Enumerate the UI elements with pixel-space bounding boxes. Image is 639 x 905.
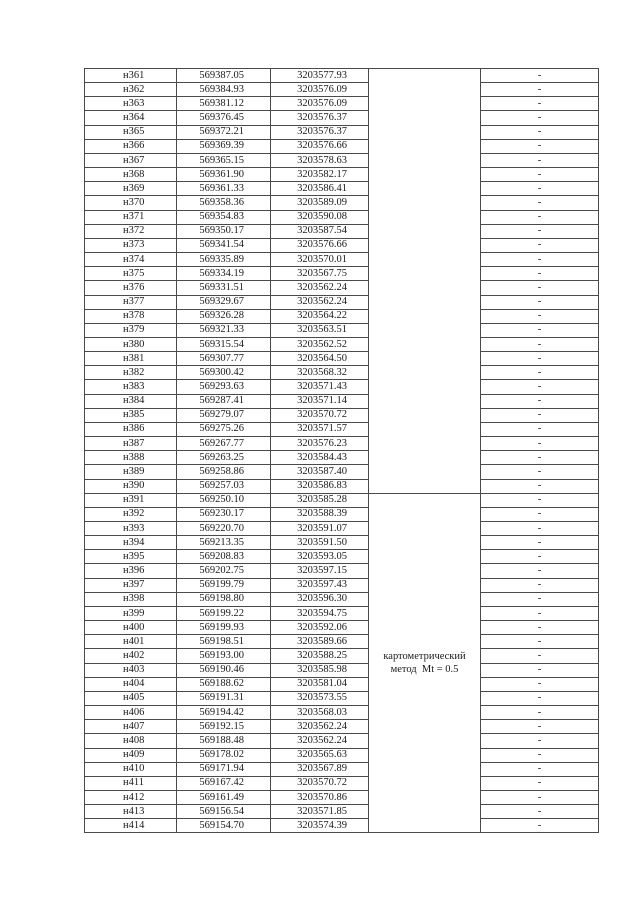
point-name-cell: н381 [85, 352, 177, 366]
table-row [85, 762, 599, 776]
y-coordinate-cell: 3203574.39 [271, 819, 369, 833]
point-name-cell: н387 [85, 437, 177, 451]
table-row [85, 394, 599, 408]
x-coordinate-cell: 569263.25 [177, 451, 271, 465]
accuracy-cell: - [481, 734, 599, 748]
x-coordinate-cell: 569341.54 [177, 238, 271, 252]
point-name-cell: н412 [85, 790, 177, 804]
y-coordinate-cell: 3203577.93 [271, 69, 369, 83]
x-coordinate-cell: 569171.94 [177, 762, 271, 776]
table-row [85, 408, 599, 422]
point-name-cell: н382 [85, 366, 177, 380]
x-coordinate-cell: 569188.62 [177, 677, 271, 691]
x-coordinate-cell: 569329.67 [177, 295, 271, 309]
accuracy-cell: - [481, 790, 599, 804]
point-name-cell: н373 [85, 238, 177, 252]
table-row [85, 352, 599, 366]
y-coordinate-cell: 3203594.75 [271, 606, 369, 620]
coordinates-table-body [85, 69, 599, 833]
table-row [85, 819, 599, 833]
point-name-cell: н393 [85, 522, 177, 536]
accuracy-cell: - [481, 153, 599, 167]
y-coordinate-cell: 3203581.04 [271, 677, 369, 691]
y-coordinate-cell: 3203586.83 [271, 479, 369, 493]
table-row [85, 168, 599, 182]
x-coordinate-cell: 569267.77 [177, 437, 271, 451]
point-name-cell: н377 [85, 295, 177, 309]
y-coordinate-cell: 3203570.01 [271, 253, 369, 267]
y-coordinate-cell: 3203564.22 [271, 309, 369, 323]
method-cell [369, 493, 481, 833]
y-coordinate-cell: 3203562.24 [271, 281, 369, 295]
point-name-cell: н401 [85, 635, 177, 649]
point-name-cell: н402 [85, 649, 177, 663]
point-name-cell: н394 [85, 536, 177, 550]
accuracy-cell: - [481, 635, 599, 649]
point-name-cell: н374 [85, 253, 177, 267]
accuracy-cell: - [481, 210, 599, 224]
y-coordinate-cell: 3203567.75 [271, 267, 369, 281]
accuracy-cell: - [481, 168, 599, 182]
y-coordinate-cell: 3203571.14 [271, 394, 369, 408]
x-coordinate-cell: 569331.51 [177, 281, 271, 295]
x-coordinate-cell: 569258.86 [177, 465, 271, 479]
point-name-cell: н404 [85, 677, 177, 691]
table-row [85, 663, 599, 677]
y-coordinate-cell: 3203589.66 [271, 635, 369, 649]
y-coordinate-cell: 3203576.09 [271, 97, 369, 111]
accuracy-cell: - [481, 663, 599, 677]
x-coordinate-cell: 569191.31 [177, 691, 271, 705]
y-coordinate-cell: 3203592.06 [271, 621, 369, 635]
point-name-cell: н398 [85, 592, 177, 606]
table-row [85, 182, 599, 196]
x-coordinate-cell: 569326.28 [177, 309, 271, 323]
point-name-cell: н362 [85, 83, 177, 97]
point-name-cell: н409 [85, 748, 177, 762]
table-row [85, 621, 599, 635]
y-coordinate-cell: 3203571.85 [271, 805, 369, 819]
table-row [85, 422, 599, 436]
accuracy-cell: - [481, 97, 599, 111]
y-coordinate-cell: 3203562.52 [271, 337, 369, 351]
y-coordinate-cell: 3203585.98 [271, 663, 369, 677]
point-name-cell: н400 [85, 621, 177, 635]
table-row [85, 253, 599, 267]
y-coordinate-cell: 3203570.72 [271, 776, 369, 790]
accuracy-cell: - [481, 536, 599, 550]
table-row [85, 691, 599, 705]
table-row [85, 805, 599, 819]
accuracy-cell: - [481, 380, 599, 394]
table-row [85, 606, 599, 620]
point-name-cell: н405 [85, 691, 177, 705]
x-coordinate-cell: 569335.89 [177, 253, 271, 267]
x-coordinate-cell: 569384.93 [177, 83, 271, 97]
table-row [85, 790, 599, 804]
x-coordinate-cell: 569315.54 [177, 337, 271, 351]
table-row [85, 493, 599, 507]
y-coordinate-cell: 3203576.09 [271, 83, 369, 97]
table-row [85, 337, 599, 351]
accuracy-cell: - [481, 267, 599, 281]
point-name-cell: н368 [85, 168, 177, 182]
table-row [85, 550, 599, 564]
table-row [85, 720, 599, 734]
accuracy-cell: - [481, 253, 599, 267]
accuracy-cell: - [481, 776, 599, 790]
point-name-cell: н388 [85, 451, 177, 465]
table-row [85, 522, 599, 536]
accuracy-cell: - [481, 691, 599, 705]
y-coordinate-cell: 3203585.28 [271, 493, 369, 507]
table-row [85, 734, 599, 748]
x-coordinate-cell: 569365.15 [177, 153, 271, 167]
x-coordinate-cell: 569213.35 [177, 536, 271, 550]
table-row [85, 706, 599, 720]
table-row [85, 153, 599, 167]
x-coordinate-cell: 569300.42 [177, 366, 271, 380]
y-coordinate-cell: 3203597.43 [271, 578, 369, 592]
y-coordinate-cell: 3203591.07 [271, 522, 369, 536]
y-coordinate-cell: 3203562.24 [271, 734, 369, 748]
x-coordinate-cell: 569361.90 [177, 168, 271, 182]
table-row [85, 196, 599, 210]
table-row [85, 83, 599, 97]
point-name-cell: н399 [85, 606, 177, 620]
point-name-cell: н391 [85, 493, 177, 507]
table-row [85, 97, 599, 111]
x-coordinate-cell: 569198.80 [177, 592, 271, 606]
accuracy-cell: - [481, 706, 599, 720]
x-coordinate-cell: 569199.93 [177, 621, 271, 635]
point-name-cell: н413 [85, 805, 177, 819]
y-coordinate-cell: 3203576.37 [271, 125, 369, 139]
y-coordinate-cell: 3203564.50 [271, 352, 369, 366]
table-row [85, 592, 599, 606]
accuracy-cell: - [481, 394, 599, 408]
accuracy-cell: - [481, 281, 599, 295]
y-coordinate-cell: 3203563.51 [271, 323, 369, 337]
accuracy-cell: - [481, 550, 599, 564]
accuracy-cell: - [481, 762, 599, 776]
accuracy-cell: - [481, 564, 599, 578]
x-coordinate-cell: 569230.17 [177, 507, 271, 521]
y-coordinate-cell: 3203582.17 [271, 168, 369, 182]
x-coordinate-cell: 569208.83 [177, 550, 271, 564]
point-name-cell: н376 [85, 281, 177, 295]
x-coordinate-cell: 569372.21 [177, 125, 271, 139]
table-row [85, 111, 599, 125]
x-coordinate-cell: 569350.17 [177, 224, 271, 238]
table-row [85, 380, 599, 394]
table-row [85, 267, 599, 281]
table-row [85, 69, 599, 83]
x-coordinate-cell: 569199.22 [177, 606, 271, 620]
y-coordinate-cell: 3203571.57 [271, 422, 369, 436]
accuracy-cell: - [481, 125, 599, 139]
accuracy-cell: - [481, 819, 599, 833]
accuracy-cell: - [481, 677, 599, 691]
y-coordinate-cell: 3203571.43 [271, 380, 369, 394]
x-coordinate-cell: 569188.48 [177, 734, 271, 748]
y-coordinate-cell: 3203568.32 [271, 366, 369, 380]
x-coordinate-cell: 569192.15 [177, 720, 271, 734]
table-row [85, 281, 599, 295]
accuracy-cell: - [481, 295, 599, 309]
point-name-cell: н380 [85, 337, 177, 351]
point-name-cell: н407 [85, 720, 177, 734]
accuracy-cell: - [481, 111, 599, 125]
table-row [85, 649, 599, 663]
point-name-cell: н389 [85, 465, 177, 479]
table-row [85, 125, 599, 139]
x-coordinate-cell: 569387.05 [177, 69, 271, 83]
accuracy-cell: - [481, 352, 599, 366]
table-row [85, 210, 599, 224]
point-name-cell: н411 [85, 776, 177, 790]
point-name-cell: н384 [85, 394, 177, 408]
x-coordinate-cell: 569161.49 [177, 790, 271, 804]
table-row [85, 536, 599, 550]
point-name-cell: н371 [85, 210, 177, 224]
y-coordinate-cell: 3203576.66 [271, 238, 369, 252]
accuracy-cell: - [481, 337, 599, 351]
x-coordinate-cell: 569193.00 [177, 649, 271, 663]
x-coordinate-cell: 569154.70 [177, 819, 271, 833]
accuracy-cell: - [481, 182, 599, 196]
point-name-cell: н366 [85, 139, 177, 153]
accuracy-cell: - [481, 437, 599, 451]
y-coordinate-cell: 3203576.37 [271, 111, 369, 125]
x-coordinate-cell: 569381.12 [177, 97, 271, 111]
point-name-cell: н363 [85, 97, 177, 111]
point-name-cell: н379 [85, 323, 177, 337]
accuracy-cell: - [481, 83, 599, 97]
point-name-cell: н403 [85, 663, 177, 677]
accuracy-cell: - [481, 507, 599, 521]
point-name-cell: н390 [85, 479, 177, 493]
accuracy-cell: - [481, 366, 599, 380]
accuracy-cell: - [481, 649, 599, 663]
table-row [85, 323, 599, 337]
table-row [85, 748, 599, 762]
x-coordinate-cell: 569334.19 [177, 267, 271, 281]
accuracy-cell: - [481, 606, 599, 620]
method-cell-empty [369, 69, 481, 494]
point-name-cell: н361 [85, 69, 177, 83]
accuracy-cell: - [481, 238, 599, 252]
accuracy-cell: - [481, 578, 599, 592]
x-coordinate-cell: 569198.51 [177, 635, 271, 649]
accuracy-cell: - [481, 408, 599, 422]
y-coordinate-cell: 3203593.05 [271, 550, 369, 564]
accuracy-cell: - [481, 451, 599, 465]
x-coordinate-cell: 569361.33 [177, 182, 271, 196]
y-coordinate-cell: 3203587.40 [271, 465, 369, 479]
table-row [85, 366, 599, 380]
table-row [85, 139, 599, 153]
accuracy-cell: - [481, 309, 599, 323]
x-coordinate-cell: 569287.41 [177, 394, 271, 408]
point-name-cell: н364 [85, 111, 177, 125]
point-name-cell: н414 [85, 819, 177, 833]
coordinates-table [84, 68, 599, 833]
y-coordinate-cell: 3203587.54 [271, 224, 369, 238]
table-row [85, 465, 599, 479]
point-name-cell: н406 [85, 706, 177, 720]
table-row [85, 776, 599, 790]
point-name-cell: н367 [85, 153, 177, 167]
point-name-cell: н370 [85, 196, 177, 210]
accuracy-cell: - [481, 621, 599, 635]
y-coordinate-cell: 3203565.63 [271, 748, 369, 762]
y-coordinate-cell: 3203567.89 [271, 762, 369, 776]
x-coordinate-cell: 569293.63 [177, 380, 271, 394]
x-coordinate-cell: 569307.77 [177, 352, 271, 366]
accuracy-cell: - [481, 748, 599, 762]
table-row [85, 295, 599, 309]
table-row [85, 578, 599, 592]
x-coordinate-cell: 569279.07 [177, 408, 271, 422]
table-row [85, 635, 599, 649]
table-row [85, 479, 599, 493]
accuracy-cell: - [481, 224, 599, 238]
table-row [85, 224, 599, 238]
point-name-cell: н392 [85, 507, 177, 521]
accuracy-cell: - [481, 522, 599, 536]
y-coordinate-cell: 3203578.63 [271, 153, 369, 167]
point-name-cell: н408 [85, 734, 177, 748]
table-row [85, 238, 599, 252]
table-row [85, 437, 599, 451]
point-name-cell: н386 [85, 422, 177, 436]
point-name-cell: н378 [85, 309, 177, 323]
accuracy-cell: - [481, 139, 599, 153]
x-coordinate-cell: 569321.33 [177, 323, 271, 337]
x-coordinate-cell: 569358.36 [177, 196, 271, 210]
point-name-cell: н375 [85, 267, 177, 281]
accuracy-cell: - [481, 720, 599, 734]
x-coordinate-cell: 569354.83 [177, 210, 271, 224]
y-coordinate-cell: 3203562.24 [271, 295, 369, 309]
point-name-cell: н410 [85, 762, 177, 776]
point-name-cell: н383 [85, 380, 177, 394]
y-coordinate-cell: 3203562.24 [271, 720, 369, 734]
x-coordinate-cell: 569275.26 [177, 422, 271, 436]
point-name-cell: н372 [85, 224, 177, 238]
x-coordinate-cell: 569202.75 [177, 564, 271, 578]
x-coordinate-cell: 569220.70 [177, 522, 271, 536]
y-coordinate-cell: 3203588.25 [271, 649, 369, 663]
accuracy-cell: - [481, 422, 599, 436]
x-coordinate-cell: 569257.03 [177, 479, 271, 493]
y-coordinate-cell: 3203568.03 [271, 706, 369, 720]
point-name-cell: н385 [85, 408, 177, 422]
method-note-line1: картометрический [383, 651, 466, 663]
y-coordinate-cell: 3203591.50 [271, 536, 369, 550]
accuracy-cell: - [481, 479, 599, 493]
method-note-line2: метод Mt = 0.5 [390, 664, 459, 676]
accuracy-cell: - [481, 493, 599, 507]
table-row [85, 451, 599, 465]
x-coordinate-cell: 569194.42 [177, 706, 271, 720]
x-coordinate-cell: 569178.02 [177, 748, 271, 762]
point-name-cell: н396 [85, 564, 177, 578]
point-name-cell: н397 [85, 578, 177, 592]
point-name-cell: н395 [85, 550, 177, 564]
accuracy-cell: - [481, 196, 599, 210]
x-coordinate-cell: 569376.45 [177, 111, 271, 125]
x-coordinate-cell: 569369.39 [177, 139, 271, 153]
x-coordinate-cell: 569167.42 [177, 776, 271, 790]
accuracy-cell: - [481, 465, 599, 479]
accuracy-cell: - [481, 323, 599, 337]
point-name-cell: н365 [85, 125, 177, 139]
table-row [85, 309, 599, 323]
x-coordinate-cell: 569156.54 [177, 805, 271, 819]
y-coordinate-cell: 3203589.09 [271, 196, 369, 210]
accuracy-cell: - [481, 69, 599, 83]
point-name-cell: н369 [85, 182, 177, 196]
table-row [85, 564, 599, 578]
y-coordinate-cell: 3203570.86 [271, 790, 369, 804]
y-coordinate-cell: 3203586.41 [271, 182, 369, 196]
y-coordinate-cell: 3203590.08 [271, 210, 369, 224]
accuracy-cell: - [481, 592, 599, 606]
y-coordinate-cell: 3203573.55 [271, 691, 369, 705]
y-coordinate-cell: 3203576.66 [271, 139, 369, 153]
y-coordinate-cell: 3203576.23 [271, 437, 369, 451]
y-coordinate-cell: 3203588.39 [271, 507, 369, 521]
y-coordinate-cell: 3203596.30 [271, 592, 369, 606]
y-coordinate-cell: 3203570.72 [271, 408, 369, 422]
y-coordinate-cell: 3203584.43 [271, 451, 369, 465]
x-coordinate-cell: 569190.46 [177, 663, 271, 677]
table-row [85, 677, 599, 691]
accuracy-cell: - [481, 805, 599, 819]
table-row [85, 507, 599, 521]
y-coordinate-cell: 3203597.15 [271, 564, 369, 578]
x-coordinate-cell: 569199.79 [177, 578, 271, 592]
x-coordinate-cell: 569250.10 [177, 493, 271, 507]
